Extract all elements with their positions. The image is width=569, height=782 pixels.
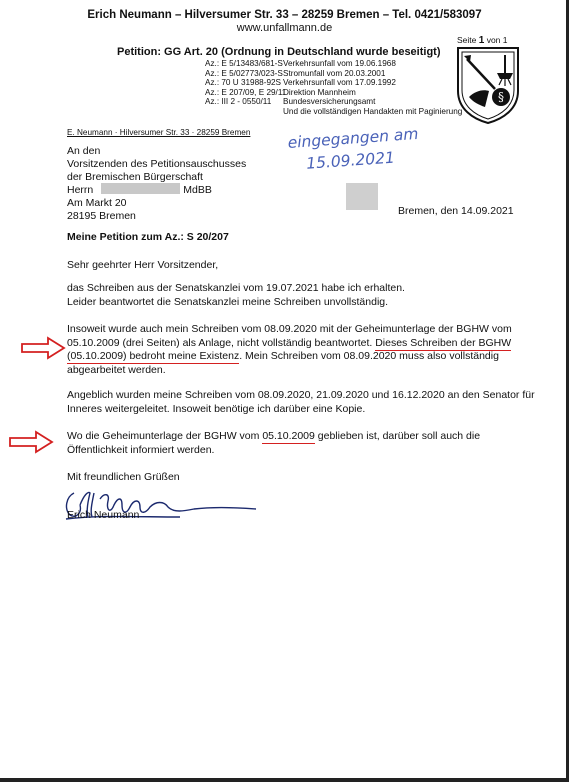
reference-number: Az.: E 207/09, E 29/11 <box>205 87 287 97</box>
recipient-name-line: Herrn MdBB <box>67 184 212 197</box>
underlined-date: 05.10.2009 <box>262 430 315 442</box>
paragraph-2: Insoweit wurde auch mein Schreiben vom 08.09.2020 mit der Geheimunterlage der BGHW vom 05.10.2009 (drei Seiten) als Anlage, nicht vollständig beantwortet. Dieses Schreiben der BGHW (05.10.2009) bedroht meine Existenz. Mein Schreiben vom 08.09.2020 muss also vollständig abgearbeitet werden. <box>67 323 512 376</box>
paragraph-1: das Schreiben aus der Senatskanzlei vom 19.07.2021 habe ich erhalten. Leider beantwortet die Senatskanzlei meine Schreiben unvollständig. <box>67 282 405 308</box>
reference-description: Verkehrsunfall vom 17.09.1992 <box>283 78 396 88</box>
reference-row <box>205 69 462 79</box>
reference-number: Az.: III 2 - 0550/11 <box>205 97 272 107</box>
underlined-passage: Dieses Schreiben der BGHW <box>375 336 512 349</box>
redacted-name <box>101 183 180 194</box>
reference-description: Direktion Mannheim <box>283 87 356 97</box>
reference-row <box>205 88 462 98</box>
handwritten-receipt-note: eingegangen am 15.09.2021 <box>287 124 420 173</box>
reference-description: Stromunfall vom 20.03.2001 <box>283 68 386 78</box>
reference-number: Az.: E 5/02773/023-S <box>205 68 283 78</box>
underlined-passage: (05.10.2009) bedroht meine Existenz <box>67 350 240 362</box>
reference-row <box>205 97 462 107</box>
paragraph-4: Wo die Geheimunterlage der BGHW vom 05.10.2009 geblieben ist, darüber soll auch die Öffentlichkeit informiert werden. <box>67 430 481 456</box>
reference-row <box>205 59 462 69</box>
svg-text:§: § <box>498 90 504 104</box>
sender-return-address: E. Neumann · Hilversumer Str. 33 · 28259 Bremen <box>67 128 251 137</box>
petition-title: Petition: GG Art. 20 (Ordnung in Deutschland wurde beseitigt) <box>117 46 441 58</box>
reference-number: Az.: E 5/13483/681-S <box>205 59 283 68</box>
signature-name: Erich Neumann <box>67 509 140 521</box>
reference-list <box>205 59 462 117</box>
page-border-bottom <box>0 778 569 782</box>
letter-closing: Mit freundlichen Grüßen <box>67 471 180 483</box>
shield-logo-icon <box>455 45 521 125</box>
recipient-address: An den Vorsitzenden des Petitionsauschusses der Bremischen Bürgerschaft Herrn MdBB Am Markt 20 28195 Bremen <box>67 145 247 222</box>
red-arrow-icon <box>8 430 54 454</box>
letterhead-website[interactable]: www.unfallmann.de <box>236 22 333 34</box>
reference-description: Bundesversicherungsamt <box>283 97 376 107</box>
reference-row <box>205 78 462 88</box>
letterhead-address: Erich Neumann – Hilversumer Str. 33 – 28259 Bremen – Tel. 0421/583097 <box>87 9 482 21</box>
paragraph-3: Angeblich wurden meine Schreiben vom 08.09.2020, 21.09.2020 und 16.12.2020 an den Senator für Inneres weitergeleitet. Insoweit benötige ich darüber eine Kopie. <box>67 389 535 415</box>
letter-date: Bremen, den 14.09.2021 <box>398 205 514 217</box>
reference-number: Az.: 70 U 31988-92S <box>205 78 282 88</box>
letter-greeting: Sehr geehrter Herr Vorsitzender, <box>67 259 219 271</box>
page-indicator: Seite 1 von 1 <box>457 35 508 46</box>
reference-note: Und die vollständigen Handakten mit Paginierung <box>283 106 463 116</box>
letter-subject: Meine Petition zum Az.: S 20/207 <box>67 231 229 243</box>
redacted-stamp <box>346 183 378 210</box>
reference-description: Verkehrsunfall vom 19.06.1968 <box>283 59 396 68</box>
red-arrow-icon <box>20 336 66 360</box>
